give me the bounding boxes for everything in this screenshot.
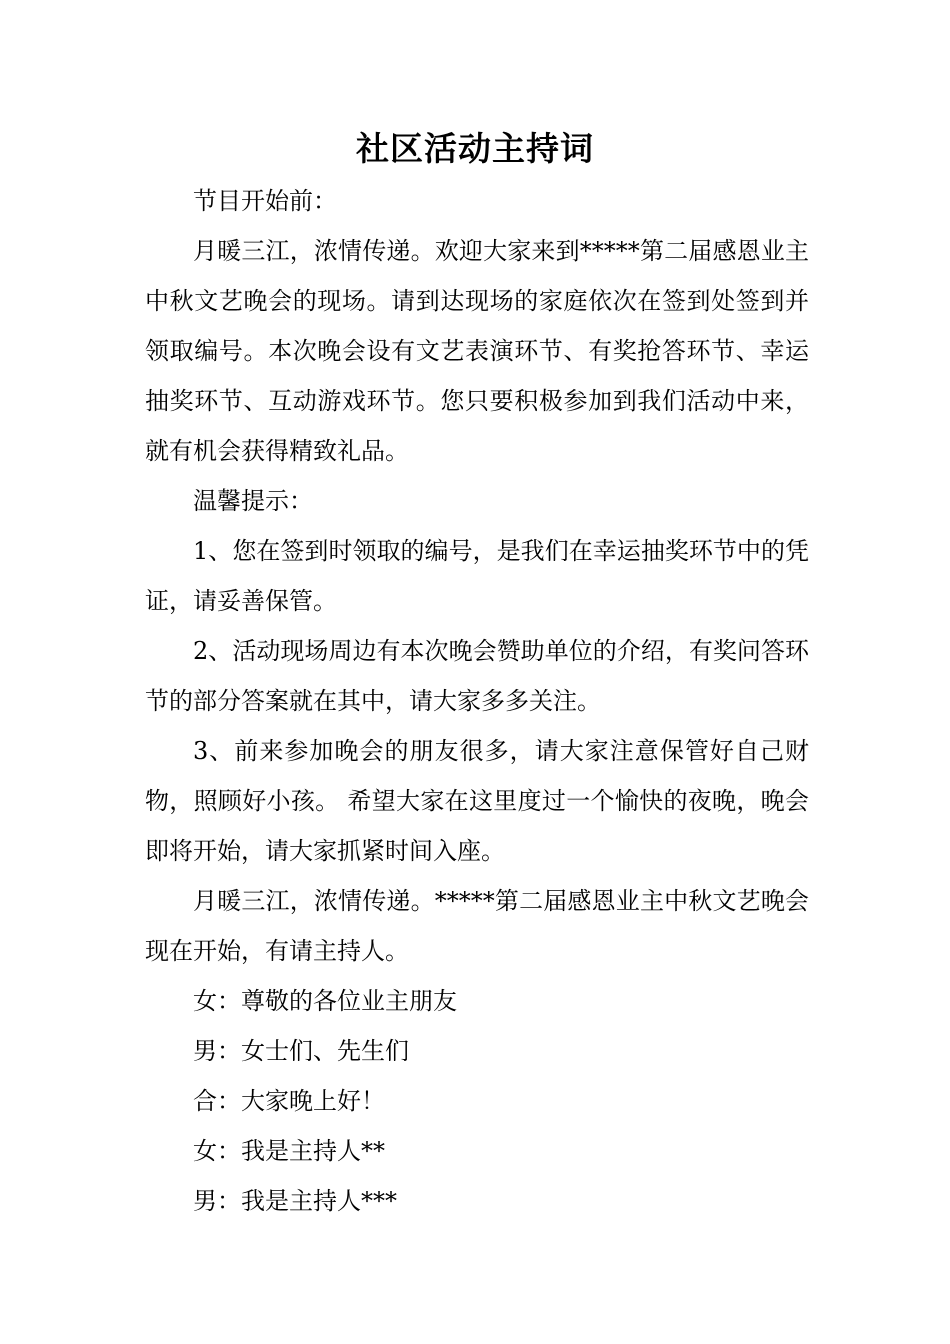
paragraph-opening: 月暖三江，浓情传递。*****第二届感恩业主中秋文艺晚会现在开始，有请主持人。 — [145, 887, 809, 965]
dialogue-line-female-2: 女：我是主持人** — [193, 1137, 385, 1165]
dialogue-line-male-1: 男：女士们、先生们 — [193, 1037, 409, 1065]
paragraph-before-program: 节目开始前： — [193, 187, 337, 215]
paragraph-welcome: 月暖三江，浓情传递。欢迎大家来到*****第二届感恩业主中秋文艺晚会的现场。请到达现场的家庭依次在签到处签到并领取编号。本次晚会设有文艺表演环节、有奖抢答环节、幸运抽奖环节、互动游戏环节。您只要积极参加到我们活动中来，就有机会获得精致礼品。 — [145, 237, 809, 465]
paragraph-tip-3: 3、前来参加晚会的朋友很多，请大家注意保管好自己财物，照顾好小孩。 希望大家在这里度过一个愉快的夜晚，晚会即将开始，请大家抓紧时间入座。 — [145, 737, 809, 865]
dialogue-line-together: 合：大家晚上好！ — [193, 1087, 385, 1115]
document-body — [145, 176, 809, 1226]
paragraph-tip-1: 1、您在签到时领取的编号，是我们在幸运抽奖环节中的凭证，请妥善保管。 — [145, 537, 809, 615]
document-title: 社区活动主持词 — [356, 129, 594, 168]
paragraph-tip-2: 2、活动现场周边有本次晚会赞助单位的介绍，有奖问答环节的部分答案就在其中，请大家多多关注。 — [145, 637, 809, 715]
dialogue-line-female-1: 女：尊敬的各位业主朋友 — [193, 987, 457, 1015]
paragraph-tips-heading: 温馨提示： — [193, 487, 313, 515]
dialogue-line-male-2: 男：我是主持人*** — [193, 1187, 397, 1215]
